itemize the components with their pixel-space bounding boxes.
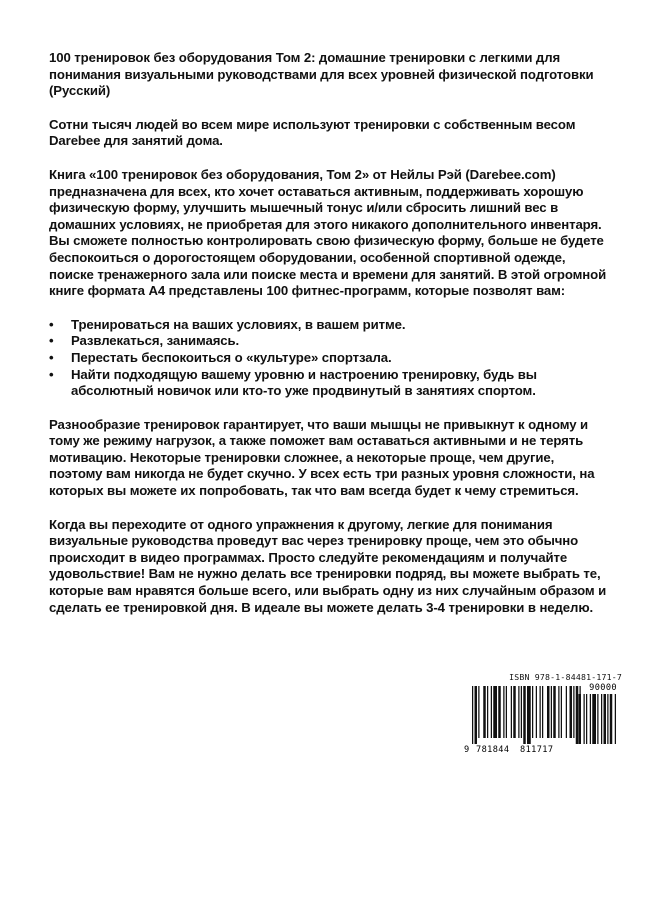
barcode-bar (561, 686, 562, 738)
book-title: 100 тренировок без оборудования Том 2: домашние тренировки с легкими для понимания визуальными руководствами для всех уровней физической подготовки (Русский) (49, 50, 594, 99)
barcode-digit-lead: 9 (464, 745, 470, 754)
barcode-bar (576, 694, 577, 744)
barcode-bar (491, 686, 492, 738)
barcode-bar (601, 694, 602, 744)
list-item: • Развлекаться, занимаясь. (49, 333, 240, 349)
barcode-bar (607, 694, 608, 744)
barcode-bar (573, 686, 574, 738)
barcode-bar (532, 686, 533, 738)
barcode-bar (570, 686, 573, 738)
barcode-bar (551, 686, 552, 738)
bullet-icon: • (49, 333, 54, 349)
barcode-bar (523, 686, 526, 744)
barcode-digits-left: 781844 (476, 745, 510, 754)
bullet-icon: • (49, 316, 54, 332)
barcode-bar (472, 686, 473, 744)
barcode-bar (586, 694, 587, 744)
barcode-bar (547, 686, 550, 738)
bullet-icon: • (49, 349, 54, 365)
barcode-bar (503, 686, 504, 738)
list-item: • Тренироваться на ваших условиях, в вашем ритме. (49, 316, 406, 332)
barcode-bar (483, 686, 486, 738)
barcode-bar (610, 694, 613, 744)
barcode-bar (475, 686, 478, 744)
barcode-bar (493, 686, 497, 738)
barcode-bar (604, 694, 607, 744)
benefits-list (49, 317, 609, 400)
barcode-bar (511, 686, 512, 738)
description-text-block (49, 50, 609, 633)
isbn-barcode (462, 672, 622, 754)
barcode-bar (553, 686, 556, 738)
isbn-label: ISBN 978-1-84481-171-7 (509, 672, 622, 682)
barcode-bar (478, 686, 479, 738)
barcode-bar (536, 686, 537, 738)
barcode-addon-code: 90000 (589, 683, 617, 693)
barcode-bars (472, 686, 616, 744)
barcode-bar (615, 694, 616, 744)
barcode-bar (584, 694, 585, 744)
barcode-bar (597, 694, 598, 744)
bullet-icon: • (49, 366, 54, 382)
barcode-bar (487, 686, 488, 738)
barcode-bar (506, 686, 507, 738)
list-item: • Найти подходящую вашему уровню и настроению тренировку, будь вы абсолютный новичок или кто-то уже продвинутый в занятиях спортом. (49, 366, 537, 399)
barcode-bar (527, 686, 531, 744)
barcode-bar (513, 686, 516, 738)
barcode-bar (566, 686, 567, 738)
barcode-bar (579, 694, 582, 744)
intro-paragraph: Сотни тысяч людей во всем мире используют тренировки с собственным весом Darebee для занятий дома. (49, 116, 576, 149)
barcode-bar (542, 686, 543, 738)
barcode-bar (521, 686, 522, 738)
variety-paragraph: Разнообразие тренировок гарантирует, что ваши мышцы не привыкнут к одному и тому же режиму нагрузок, а также поможет вам оставаться активными и не терять мотивацию. Некоторые тренировки сложнее, а некоторые проще, чем другие, поэтому вам никогда не будет скучно. У всех есть три разных уровня сложности, на которых вы можете их попробовать, так что вам всегда будет к чему стремиться. (49, 416, 595, 499)
barcode-bar (558, 686, 559, 738)
barcode-bar (590, 694, 591, 744)
barcode-digits-right: 811717 (520, 745, 554, 754)
barcode-bar (498, 686, 501, 738)
description-paragraph: Книга «100 тренировок без оборудования, Том 2» от Нейлы Рэй (Darebee.com) предназначена для всех, кто хочет оставаться активным, поддерживать хорошую физическую форму, улучшить мышечный тонус и/или сбросить лишний вес в домашних условиях, не приобретая для этого никакого дополнительного инвентаря. Вы сможете полностью контролировать свою физическую форму, больше не будете беспокоиться о дорогостоящем оборудовании, особенной спортивной одежде, поиске тренажерного зала или поиске места и времени для занятий. В этой огромной книге формата А4 представлены 100 фитнес-программ, которые позволят вам: (49, 166, 607, 299)
transition-paragraph: Когда вы переходите от одного упражнения к другому, легкие для понимания визуальные руководства проведут вас через тренировку проще, чем это обычно происходит в видео программах. Просто следуйте рекомендациям и получайте удовольствие! Вам не нужно делать все тренировки подряд, вы можете выбрать те, которые вам нравятся больше всего, или выбрать одну из них случайным образом и сделать ее тренировкой дня. В идеале вы можете делать 3-4 тренировки в неделю. (49, 516, 607, 615)
barcode-bar (540, 686, 541, 738)
barcode-bar (518, 686, 519, 738)
list-item: • Перестать беспокоиться о «культуре» спортзала. (49, 349, 392, 365)
barcode-bar (592, 694, 596, 744)
barcode-graphic (462, 682, 622, 754)
